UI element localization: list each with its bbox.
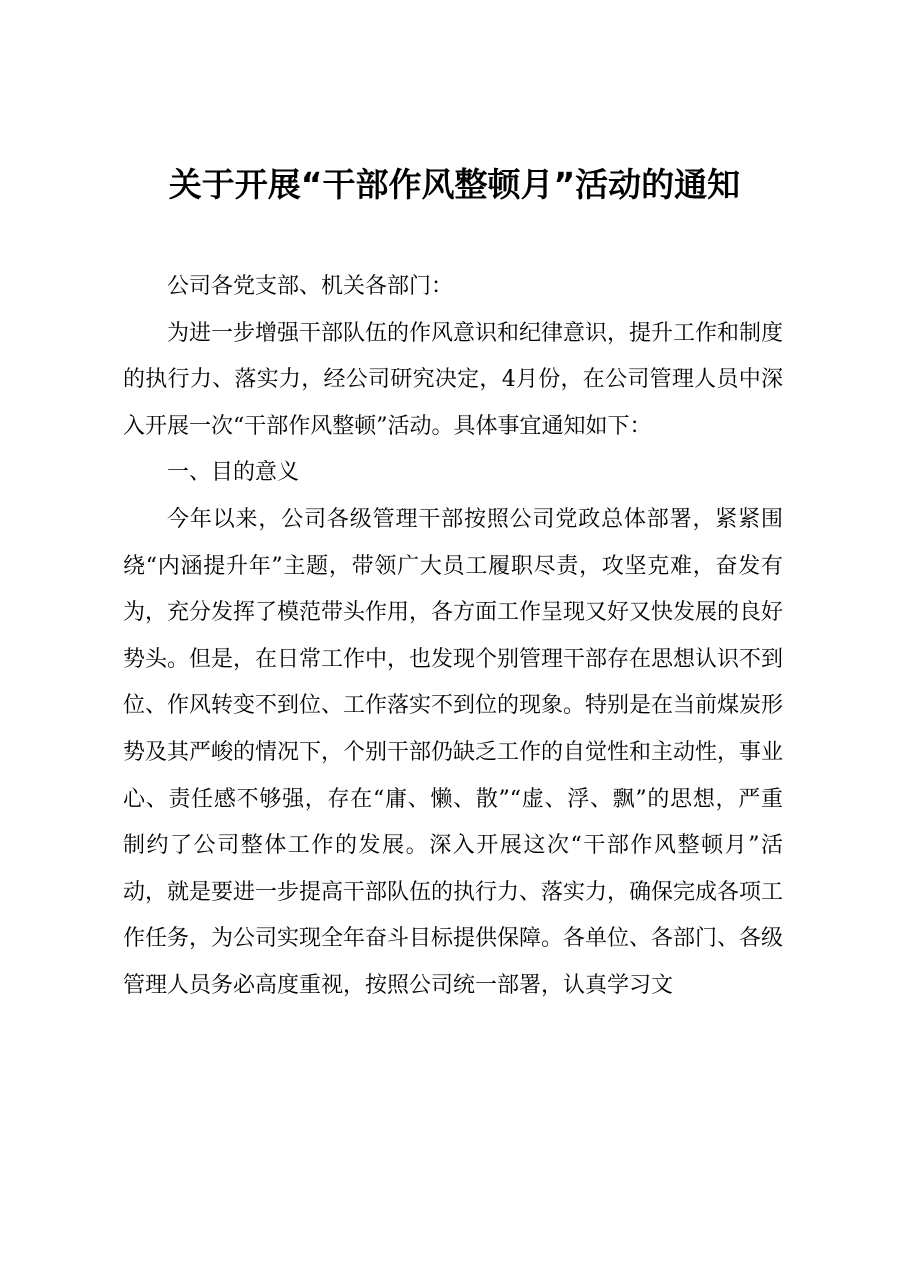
section-heading-purpose: 一、目的意义 <box>167 460 300 486</box>
salutation: 公司各党支部、机关各部门： <box>167 274 454 299</box>
document-body <box>123 264 783 1010</box>
paragraph-purpose: 今年以来，公司各级管理干部按照公司党政总体部署，紧紧围绕“内涵提升年”主题，带领广大员工履职尽责，攻坚克难，奋发有为，充分发挥了模范带头作用，各方面工作呈现又好又快发展的良好势头。但是，在日常工作中，也发现个别管理干部存在思想认识不到位、作风转变不到位、工作落实不到位的现象。特别是在当前煤炭形势及其严峻的情况下，个别干部仍缺乏工作的自觉性和主动性，事业心、责任感不够强，存在“庸、懒、散”“虚、浮、飘”的思想，严重制约了公司整体工作的发展。深入开展这次“干部作风整顿月”活动，就是要进一步提高干部队伍的执行力、落实力，确保完成各项工作任务，为公司实现全年奋斗目标提供保障。各单位、各部门、各级管理人员务必高度重视，按照公司统一部署，认真学习文 <box>123 506 784 998</box>
document-title: 关于开展“干部作风整顿月”活动的通知 <box>168 165 741 204</box>
paragraph-intro: 为进一步增强干部队伍的作风意识和纪律意识，提升工作和制度的执行力、落实力，经公司研究决定，4月份，在公司管理人员中深入开展一次“干部作风整顿”活动。具体事宜通知如下： <box>123 320 784 439</box>
